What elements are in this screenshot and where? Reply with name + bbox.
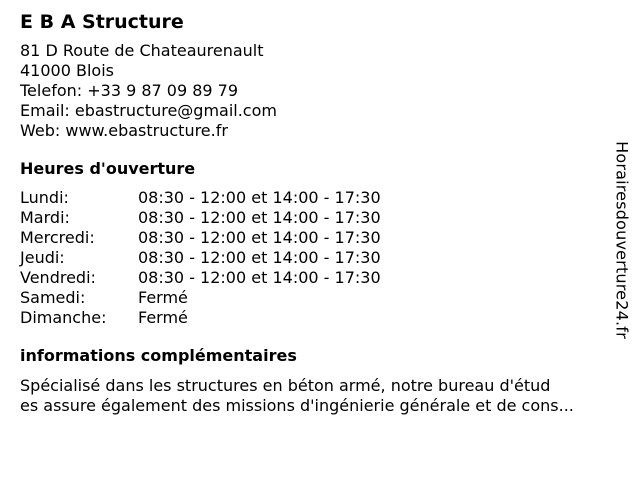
hours-row-mardi (20, 208, 610, 228)
hours-row-dimanche (20, 308, 610, 328)
info-line-2: es assure également des missions d'ingénierie générale et de cons... (20, 396, 574, 415)
day-label: Vendredi: (20, 268, 96, 287)
day-label: Lundi: (20, 188, 69, 207)
hours-value: 08:30 - 12:00 et 14:00 - 17:30 (138, 248, 381, 267)
hours-row-jeudi (20, 248, 610, 268)
hours-value: 08:30 - 12:00 et 14:00 - 17:30 (138, 228, 381, 247)
address-street: 81 D Route de Chateaurenault (20, 41, 264, 60)
address-city: 41000 Blois (20, 61, 114, 80)
business-name: E B A Structure (20, 11, 184, 33)
day-label: Mercredi: (20, 228, 95, 247)
hours-row-mercredi (20, 228, 610, 248)
hours-row-samedi (20, 288, 610, 308)
hours-title: Heures d'ouverture (20, 159, 196, 178)
info-description (20, 376, 620, 416)
email-line: Email: ebastructure@gmail.com (20, 101, 277, 120)
hours-table (20, 188, 610, 328)
info-line-1: Spécialisé dans les structures en béton armé, notre bureau d'étud (20, 376, 551, 395)
day-label: Jeudi: (20, 248, 65, 267)
hours-row-vendredi (20, 268, 610, 288)
hours-value: 08:30 - 12:00 et 14:00 - 17:30 (138, 268, 381, 287)
business-card (20, 10, 610, 416)
hours-value: 08:30 - 12:00 et 14:00 - 17:30 (138, 208, 381, 227)
day-label: Dimanche: (20, 308, 107, 327)
hours-value: Fermé (138, 288, 188, 307)
site-watermark: Horairesdouverture24.fr (612, 141, 632, 339)
web-line: Web: www.ebastructure.fr (20, 121, 228, 140)
info-title: informations complémentaires (20, 346, 297, 365)
day-label: Mardi: (20, 208, 70, 227)
hours-row-lundi (20, 188, 610, 208)
day-label: Samedi: (20, 288, 86, 307)
hours-value: 08:30 - 12:00 et 14:00 - 17:30 (138, 188, 381, 207)
phone-line: Telefon: +33 9 87 09 89 79 (20, 81, 239, 100)
hours-value: Fermé (138, 308, 188, 327)
